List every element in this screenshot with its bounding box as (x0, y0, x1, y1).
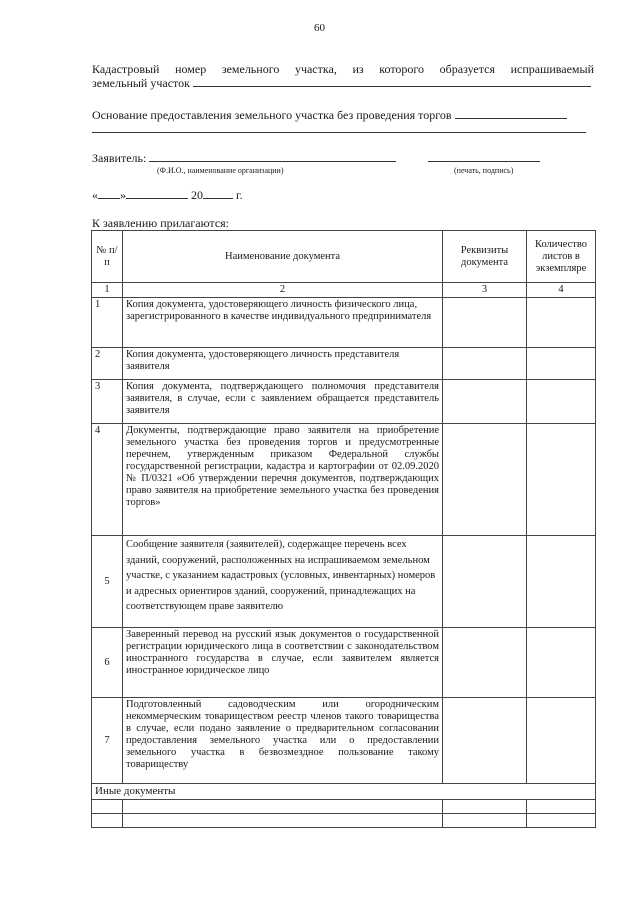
table-row (92, 628, 596, 698)
row-number: 7 (92, 698, 123, 784)
other-documents-label: Иные документы (92, 784, 596, 800)
header-num: № п/п (92, 231, 123, 283)
empty-cell[interactable] (123, 800, 443, 814)
empty-cell[interactable] (92, 800, 123, 814)
document-name: Подготовленный садоводческим или огородническим некоммерческим товариществом реестр членов такого товарищества в случае, если подано заявление о предварительном согласовании предоставления земельного участка или о предоставлении земельного участка в безвозмездное пользование такому товариществу (123, 698, 443, 784)
attachments-table (91, 230, 596, 828)
basis-field-continued[interactable] (92, 122, 586, 133)
applicant-signature-field[interactable] (428, 151, 540, 162)
quantity-cell[interactable] (527, 380, 596, 424)
cadastral-line2 (92, 76, 594, 90)
name-caption: (Ф.И.О., наименование организации) (157, 166, 284, 175)
page-number: 60 (314, 22, 325, 34)
date-open-quote: « (92, 188, 98, 202)
document-name: Копия документа, подтверждающего полномочия представителя заявителя, в случае, если с заявлением обращается представитель заявителя (123, 380, 443, 424)
empty-cell[interactable] (527, 814, 596, 828)
date-line (92, 188, 594, 202)
quantity-cell[interactable] (527, 628, 596, 698)
empty-cell[interactable] (443, 800, 527, 814)
requisites-cell[interactable] (443, 424, 527, 536)
date-day-field[interactable] (98, 188, 120, 199)
row-number: 5 (92, 536, 123, 628)
date-year-suffix: г. (236, 188, 243, 202)
document-name: Копия документа, удостоверяющего личность физического лица, зарегистрированного в качестве индивидуального предпринимателя (123, 298, 443, 348)
quantity-cell[interactable] (527, 698, 596, 784)
empty-cell[interactable] (527, 800, 596, 814)
row-number: 2 (92, 348, 123, 380)
document-name: Заверенный перевод на русский язык документов о государственной регистрации юридического лица в соответствии с законодательством иностранного государства в случае, если заявителем является иностранное юридическое лицо (123, 628, 443, 698)
basis-line (92, 108, 594, 122)
date-month-field[interactable] (126, 188, 188, 199)
quantity-cell[interactable] (527, 424, 596, 536)
cadastral-number-field[interactable] (193, 76, 591, 87)
date-close-quote: » (120, 188, 126, 202)
table-header-row (92, 231, 596, 283)
quantity-cell[interactable] (527, 348, 596, 380)
table-row (92, 424, 596, 536)
empty-row (92, 800, 596, 814)
empty-cell[interactable] (443, 814, 527, 828)
document-name: Документы, подтверждающие право заявителя на приобретение земельного участка без проведения торгов и предусмотренные перечнем, утвержденным приказом Федеральной службы государственной регистрации, кадастра и картографии от 02.09.2020 № П/0321 «Об утверждении перечня документов, подтверждающих право заявителя на приобретение земельного участка без проведения торгов» (123, 424, 443, 536)
cadastral-label-line2: земельный участок (92, 76, 190, 90)
header-name: Наименование документа (123, 231, 443, 283)
document-name: Копия документа, удостоверяющего личность представителя заявителя (123, 348, 443, 380)
row-number: 3 (92, 380, 123, 424)
basis-label: Основание предоставления земельного участка без проведения торгов (92, 108, 452, 122)
requisites-cell[interactable] (443, 628, 527, 698)
applicant-label: Заявитель: (92, 151, 147, 165)
header-requisites: Реквизиты документа (443, 231, 527, 283)
quantity-cell[interactable] (527, 298, 596, 348)
basis-field[interactable] (455, 108, 567, 119)
row-number: 1 (92, 298, 123, 348)
applicant-name-field[interactable] (149, 151, 396, 162)
table-row (92, 380, 596, 424)
col-number: 1 (92, 283, 123, 298)
requisites-cell[interactable] (443, 536, 527, 628)
empty-cell[interactable] (123, 814, 443, 828)
date-year-field[interactable] (203, 188, 233, 199)
empty-row (92, 814, 596, 828)
document-name: Сообщение заявителя (заявителей), содержащее перечень всех зданий, сооружений, расположенных на испрашиваемом земельном участке, с указанием кадастровых (условных, инвентарных) номеров и адресных ориентиров зданий, сооружений, принадлежащих на соответствующем праве заявителю (123, 536, 443, 628)
requisites-cell[interactable] (443, 380, 527, 424)
header-quantity: Количество листов в экземпляре (527, 231, 596, 283)
signature-caption: (печать, подпись) (454, 166, 514, 175)
attachments-title: К заявлению прилагаются: (92, 216, 230, 230)
basis-line2 (92, 122, 594, 136)
row-number: 6 (92, 628, 123, 698)
column-numbers-row (92, 283, 596, 298)
quantity-cell[interactable] (527, 536, 596, 628)
applicant-line (92, 151, 594, 165)
col-number: 4 (527, 283, 596, 298)
cadastral-label-line1: Кадастровый номер земельного участка, из которого образуется испрашиваемый (92, 62, 594, 76)
row-number: 4 (92, 424, 123, 536)
table-row (92, 536, 596, 628)
col-number: 2 (123, 283, 443, 298)
requisites-cell[interactable] (443, 298, 527, 348)
requisites-cell[interactable] (443, 348, 527, 380)
requisites-cell[interactable] (443, 698, 527, 784)
other-documents-row (92, 784, 596, 800)
date-year-prefix: 20 (191, 188, 203, 202)
table-row (92, 348, 596, 380)
table-row (92, 698, 596, 784)
col-number: 3 (443, 283, 527, 298)
table-row (92, 298, 596, 348)
empty-cell[interactable] (92, 814, 123, 828)
